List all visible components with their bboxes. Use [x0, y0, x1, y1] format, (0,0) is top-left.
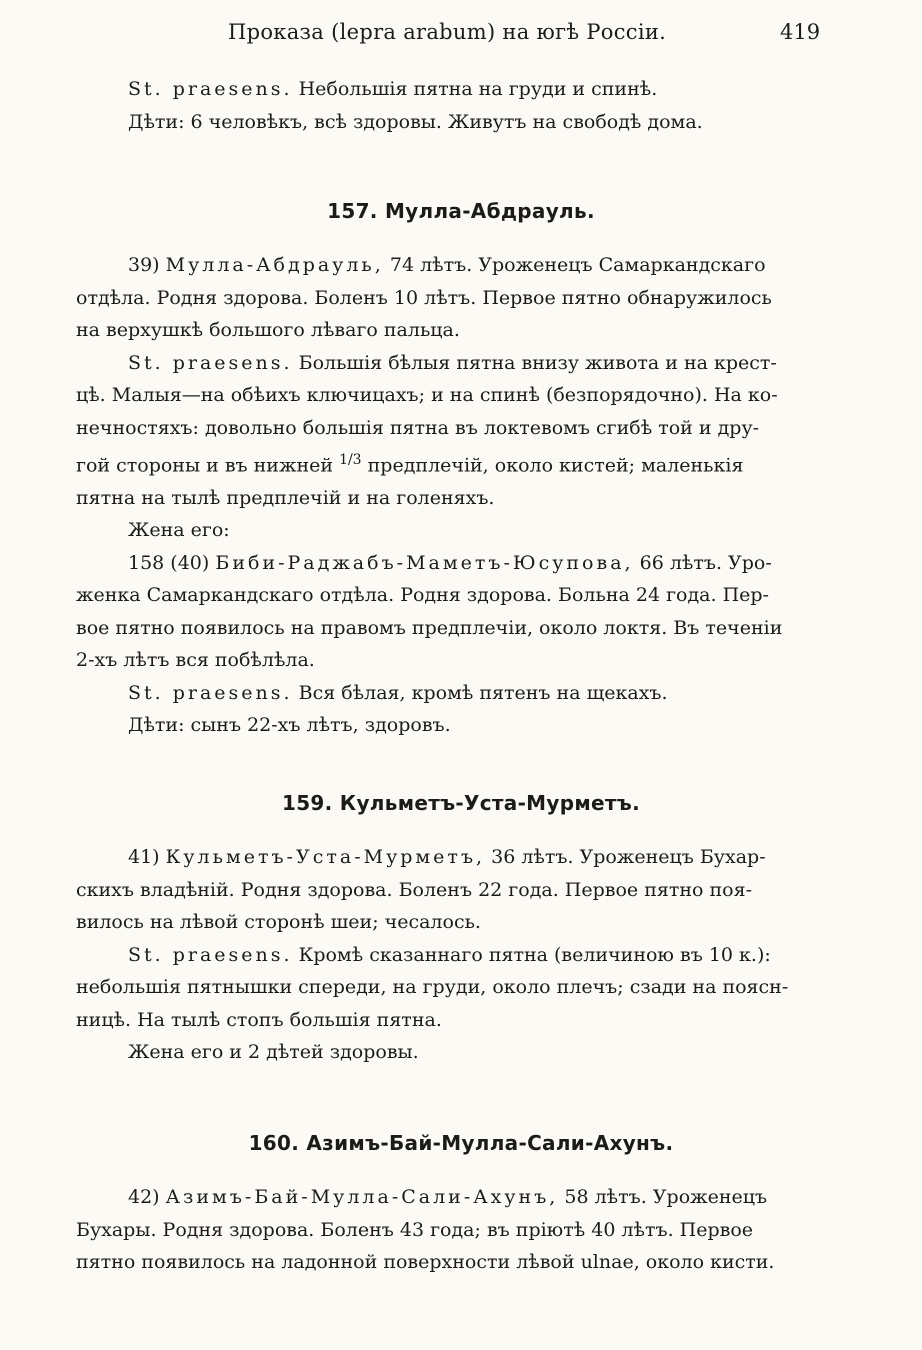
- paragraph-line: цѣ. Малыя—на обѣихъ ключицахъ; и на спинѣ (безпорядочно). На ко-: [76, 384, 778, 406]
- case-number: 41): [128, 846, 166, 868]
- paragraph-line: пятна на тылѣ предплечій и на голеняхъ.: [76, 486, 495, 509]
- section-160-body: [76, 1181, 830, 1279]
- st-praesens-term: St. praesens.: [128, 78, 293, 100]
- patient-name: Биби-Раджабъ-Маметъ-Юсупова,: [215, 551, 634, 574]
- text-span: предплечій, около кистей; маленькія: [361, 454, 744, 477]
- paragraph-line: [76, 677, 830, 710]
- st-praesens-term: St. praesens.: [128, 681, 293, 704]
- paragraph-line: [76, 939, 830, 972]
- paragraph-line: [76, 444, 830, 482]
- text-span: 58 лѣтъ. Уроженецъ: [558, 1186, 768, 1208]
- paragraph-line: [76, 347, 830, 380]
- section-157-body: [76, 249, 830, 742]
- paragraph-line: Бухары. Родня здорова. Боленъ 43 года; въ пріютѣ 40 лѣтъ. Первое: [76, 1218, 754, 1241]
- text-span: гой стороны и въ нижней: [76, 454, 340, 477]
- paragraph-line: [76, 1181, 830, 1214]
- text-span: 36 лѣтъ. Уроженецъ Бухар-: [485, 846, 766, 868]
- running-title: Проказа (lepra arabum) на югѣ Россіи.: [228, 20, 667, 44]
- fraction: 1/3: [339, 452, 362, 468]
- paragraph-line: на верхушкѣ большого лѣваго пальца.: [76, 319, 460, 341]
- paragraph-line: Жена его и 2 дѣтей здоровы.: [128, 1041, 419, 1063]
- paragraph-line: пятно появилось на ладонной поверхности лѣвой ulnae, около кисти.: [76, 1251, 775, 1273]
- page-header: [0, 20, 922, 54]
- st-praesens-term: St. praesens.: [128, 943, 293, 966]
- case-number: 158 (40): [128, 551, 216, 574]
- paragraph-line: [76, 547, 830, 580]
- patient-name: Мулла-Абдрауль,: [165, 254, 384, 276]
- patient-name: Кульметъ-Уста-Мурметъ,: [165, 846, 486, 868]
- paragraph-line: отдѣла. Родня здорова. Боленъ 10 лѣтъ. Первое пятно обнаружилось: [76, 286, 772, 309]
- page-number: 419: [780, 20, 821, 44]
- section-heading-160: 160. Азимъ-Бай-Мулла-Сали-Ахунъ.: [248, 1131, 674, 1155]
- paragraph-line: Жена его:: [128, 519, 230, 542]
- text-span: Небольшія пятна на груди и спинѣ.: [292, 78, 658, 100]
- patient-name: Азимъ-Бай-Мулла-Сали-Ахунъ,: [165, 1186, 559, 1208]
- section-159-body: [76, 841, 830, 1069]
- st-praesens-term: St. praesens.: [128, 351, 293, 374]
- paragraph-line: скихъ владѣній. Родня здорова. Боленъ 22 года. Первое пятно поя-: [76, 878, 753, 901]
- paragraph-line: [76, 841, 830, 874]
- section-heading-157: 157. Мулла-Абдрауль.: [327, 199, 595, 223]
- case-number: 39): [128, 254, 166, 276]
- paragraph-line: вилось на лѣвой сторонѣ шеи; чесалось.: [76, 911, 481, 933]
- continuation-text: [76, 73, 830, 138]
- paragraph: Дѣти: 6 человѣкъ, всѣ здоровы. Живутъ на свободѣ дома.: [128, 110, 703, 133]
- case-number: 42): [128, 1186, 166, 1208]
- text-span: 74 лѣтъ. Уроженецъ Самаркандскаго: [383, 254, 766, 276]
- paragraph: [76, 73, 830, 106]
- section-heading-159: 159. Кульметъ-Уста-Мурметъ.: [282, 791, 640, 815]
- paragraph-line: 2-хъ лѣтъ вся побѣлѣла.: [76, 649, 315, 672]
- paragraph-line: [76, 249, 830, 282]
- paragraph-line: ницѣ. На тылѣ стопъ большія пятна.: [76, 1008, 442, 1031]
- paragraph-line: вое пятно появилось на правомъ предплечіи, около локтя. Въ теченіи: [76, 616, 783, 639]
- text-span: Кромѣ сказаннаго пятна (величиною въ 10 к.):: [292, 943, 771, 966]
- text-span: Вся бѣлая, кромѣ пятенъ на щекахъ.: [292, 681, 668, 704]
- paragraph-line: женка Самаркандскаго отдѣла. Родня здорова. Больна 24 года. Пер-: [76, 584, 769, 607]
- paragraph-line: нечностяхъ: довольно большія пятна въ локтевомъ сгибѣ той и дру-: [76, 416, 760, 439]
- text-span: 66 лѣтъ. Уро-: [633, 551, 772, 574]
- paragraph-line: небольшія пятнышки спереди, на груди, около плечъ; сзади на поясн-: [76, 976, 789, 998]
- text-span: Большія бѣлыя пятна внизу живота и на крест-: [292, 351, 777, 374]
- paragraph-line: Дѣти: сынъ 22-хъ лѣтъ, здоровъ.: [128, 714, 451, 737]
